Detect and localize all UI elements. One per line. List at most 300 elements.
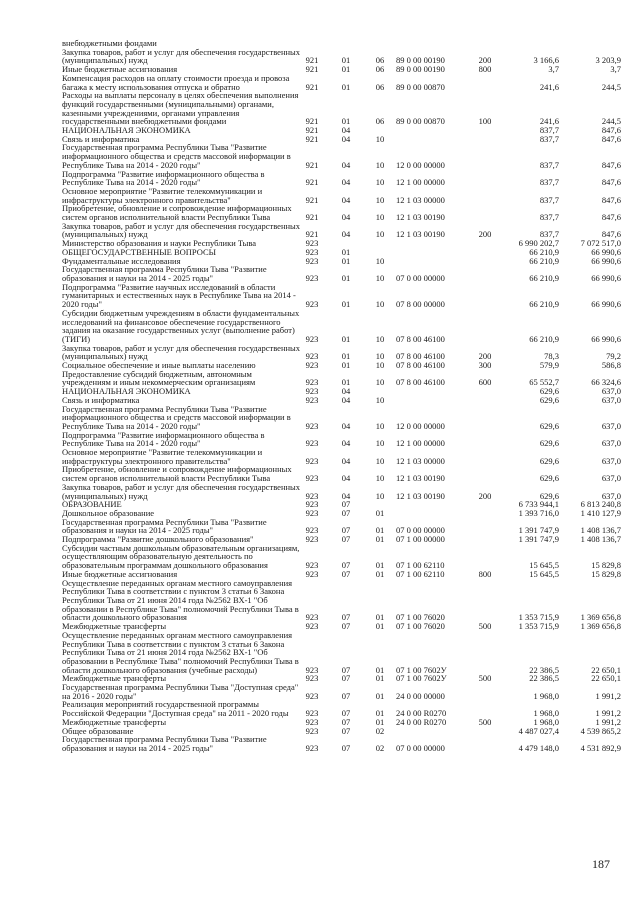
row-description: Фундаментальные исследования [62,255,181,266]
amount-year-2: 637,0 [601,473,621,484]
amount-year-2: 637,0 [601,394,621,405]
amount-year-1: 65 552,7 [529,377,559,388]
amount-year-1: 837,7 [539,229,559,240]
section-code: 01 [341,246,351,257]
section-code: 04 [341,420,351,431]
amount-year-2: 1 410 127,9 [580,507,621,518]
amount-year-2: 847,6 [601,212,621,223]
expense-type-code: 500 [478,673,492,684]
section-code: 04 [341,473,351,484]
section-code: 01 [341,255,351,266]
table-row [61,264,621,283]
amount-year-2: 66 990,6 [591,272,621,283]
amount-year-2: 1 369 656,8 [580,621,621,632]
row-description: Подпрограмма "Развитие информационного общества в Республике Тыва на 2014 - 2020 годы" [62,168,265,188]
amount-year-2: 4 531 892,9 [580,742,621,753]
subsection-code: 10 [375,194,385,205]
subsection-code: 06 [375,116,385,127]
subsection-code: 06 [375,81,385,92]
admin-code: 923 [305,455,319,466]
amount-year-1: 629,6 [539,473,559,484]
table-row [61,142,621,170]
subsection-code: 10 [375,473,385,484]
subsection-code: 10 [375,377,385,388]
table-row [61,220,621,240]
row-description: Межбюджетные трансферты [62,716,167,727]
amount-year-1: 837,7 [539,125,559,136]
subsection-code: 01 [375,690,385,701]
admin-code: 923 [305,664,319,675]
row-description: Государственная программа Республики Тыва "Доступная среда" на 2016 - 2020 годы" [62,682,299,701]
table-row [61,386,621,397]
row-description: Иные бюджетные ассигнования [62,64,178,75]
table-row [61,682,621,701]
section-code: 04 [341,194,351,205]
target-article-code: 12 1 03 00190 [396,212,445,223]
row-description: Государственная программа Республики Тыва "Развитие образования и науки на 2014 - 2025 годы" [62,734,267,753]
target-article-code: 12 1 03 00190 [396,490,445,501]
admin-code: 923 [305,360,319,371]
row-description: Государственная программа Республики Тыва "Развитие образования и науки на 2014 - 2025 годы" [62,264,267,283]
target-article-code: 89 0 00 00190 [396,55,445,66]
row-description: Государственная программа Республики Тыва "Развитие информационного общества и средств массовой информации в Республике Тыва на 2014 - 2020 годы" [62,142,291,170]
amount-year-2: 66 990,6 [591,255,621,266]
table-row [61,429,621,449]
row-description: Дошкольное образование [62,507,155,518]
table-row [61,368,621,388]
section-code: 07 [341,725,351,736]
subsection-code: 01 [375,568,385,579]
section-code: 07 [341,499,351,510]
expense-type-code: 200 [478,351,492,362]
expense-type-code: 200 [478,55,492,66]
amount-year-2: 1 369 656,8 [580,612,621,623]
subsection-code: 01 [375,716,385,727]
row-description: Связь и информатика [62,394,140,405]
section-code: 04 [341,159,351,170]
amount-year-1: 15 645,5 [529,560,559,571]
target-article-code: 07 8 00 46100 [396,377,445,388]
admin-code: 923 [305,386,319,397]
section-code: 07 [341,673,351,684]
row-description: НАЦИОНАЛЬНАЯ ЭКОНОМИКА [62,386,191,397]
subsection-code: 02 [375,725,385,736]
amount-year-1: 66 210,9 [529,255,559,266]
subsection-code: 10 [375,420,385,431]
target-article-code: 12 1 03 00190 [396,229,445,240]
admin-code: 923 [305,272,319,283]
target-article-code: 07 8 00 46100 [396,351,445,362]
amount-year-2: 22 650,1 [591,673,621,684]
admin-code: 923 [305,525,319,536]
section-code: 04 [341,386,351,397]
amount-year-1: 3,7 [548,64,559,75]
amount-year-1: 66 210,9 [529,299,559,310]
amount-year-1: 629,6 [539,490,559,501]
section-code: 04 [341,438,351,449]
table-row [61,307,621,344]
expense-type-code: 100 [478,116,492,127]
target-article-code: 24 0 00 00000 [396,690,445,701]
subsection-code: 10 [375,212,385,223]
table-row [61,90,621,127]
amount-year-1: 78,3 [544,351,559,362]
table-row [61,46,621,66]
subsection-code: 01 [375,664,385,675]
admin-code: 921 [305,116,319,127]
amount-year-2: 244,5 [601,116,621,127]
admin-code: 923 [305,394,319,405]
row-description: Осуществление переданных органам местного самоуправления Республики Тыва в соответствии с пунктом 3 статьи 6 Закона Республики Тыва от 21 июня 2014 года №2562 ВХ-1 "Об образовании в Республике Тыва" полномочий Республики Тыва в области дошкольного образования [62,577,299,623]
section-code: 04 [341,212,351,223]
amount-year-2: 4 539 865,2 [580,725,621,736]
table-row [61,481,621,501]
amount-year-2: 637,0 [601,455,621,466]
admin-code: 921 [305,55,319,66]
amount-year-1: 1 353 715,9 [518,621,559,632]
admin-code: 921 [305,194,319,205]
amount-year-1: 66 210,9 [529,272,559,283]
target-article-code: 12 1 00 00000 [396,177,445,188]
target-article-code: 07 1 00 7602У [396,673,447,684]
table-row [61,281,621,310]
target-article-code: 07 8 00 00000 [396,299,445,310]
amount-year-1: 629,6 [539,420,559,431]
table-row [61,464,621,484]
target-article-code: 24 0 00 R0270 [396,708,447,719]
target-article-code: 07 0 00 00000 [396,272,445,283]
section-code: 01 [341,333,351,344]
amount-year-2: 1 408 136,7 [580,525,621,536]
section-code: 07 [341,621,351,632]
admin-code: 921 [305,229,319,240]
subsection-code: 10 [375,455,385,466]
admin-code: 923 [305,333,319,344]
target-article-code: 07 1 00 7602У [396,664,447,675]
admin-code: 923 [305,499,319,510]
table-row [61,403,621,431]
target-article-code: 12 1 03 00190 [396,473,445,484]
subsection-code: 10 [375,351,385,362]
amount-year-1: 241,6 [539,81,559,92]
amount-year-2: 244,5 [601,81,621,92]
subsection-code: 01 [375,534,385,545]
row-description: Закупка товаров, работ и услуг для обеспечения государственных (муниципальных) нужд [62,46,301,66]
row-description: Подпрограмма "Развитие информационного общества в Республике Тыва на 2014 - 2020 годы" [62,429,265,449]
amount-year-2: 22 650,1 [591,664,621,675]
admin-code: 923 [305,473,319,484]
table-row [61,447,621,466]
target-article-code: 12 0 00 00000 [396,420,445,431]
subsection-code: 10 [375,360,385,371]
admin-code: 921 [305,212,319,223]
admin-code: 923 [305,708,319,719]
row-description: Общее образование [62,725,134,736]
admin-code: 923 [305,490,319,501]
expense-type-code: 800 [478,64,492,75]
amount-year-2: 637,0 [601,386,621,397]
table-row [61,542,621,571]
admin-code: 923 [305,560,319,571]
budget-table [61,38,621,753]
section-code: 01 [341,116,351,127]
row-description: Основное мероприятие "Развитие телекоммуникации и инфраструктуры электронного правительства" [62,447,263,466]
subsection-code: 01 [375,708,385,719]
admin-code: 923 [305,673,319,684]
admin-code: 923 [305,255,319,266]
subsection-code: 10 [375,490,385,501]
subsection-code: 10 [375,333,385,344]
table-row [61,203,621,223]
section-code: 01 [341,360,351,371]
admin-code: 923 [305,568,319,579]
subsection-code: 10 [375,438,385,449]
section-code: 07 [341,507,351,518]
subsection-code: 10 [375,272,385,283]
section-code: 04 [341,177,351,188]
expense-type-code: 500 [478,716,492,727]
amount-year-1: 629,6 [539,394,559,405]
admin-code: 921 [305,64,319,75]
amount-year-2: 847,6 [601,125,621,136]
row-description: Государственная программа Республики Тыва "Развитие образования и науки на 2014 - 2025 годы" [62,516,267,536]
admin-code: 921 [305,177,319,188]
section-code: 01 [341,272,351,283]
target-article-code: 07 1 00 00000 [396,534,445,545]
target-article-code: 12 1 03 00000 [396,455,445,466]
row-description: Межбюджетные трансферты [62,673,167,684]
amount-year-2: 66 990,6 [591,333,621,344]
section-code: 01 [341,377,351,388]
subsection-code: 10 [375,299,385,310]
target-article-code: 12 1 03 00000 [396,194,445,205]
amount-year-2: 15 829,8 [591,560,621,571]
row-description: внебюджетными фондами [62,38,157,48]
amount-year-1: 6 990 202,7 [518,238,559,249]
amount-year-1: 22 386,5 [529,673,559,684]
amount-year-2: 66 990,6 [591,246,621,257]
amount-year-2: 847,6 [601,194,621,205]
amount-year-1: 1 968,0 [533,690,559,701]
amount-year-1: 579,9 [539,360,559,371]
amount-year-1: 1 968,0 [533,716,559,727]
row-description: ОБЩЕГОСУДАРСТВЕННЫЕ ВОПРОСЫ [62,246,217,257]
row-description: Реализация мероприятий государственной программы Российской Федерации "Доступная среда" на 2011 - 2020 годы [62,699,289,719]
admin-code: 923 [305,246,319,257]
row-description: Закупка товаров, работ и услуг для обеспечения государственных (муниципальных) нужд [62,481,301,501]
expense-type-code: 800 [478,568,492,579]
row-description: Межбюджетные трансферты [62,621,167,632]
amount-year-1: 629,6 [539,438,559,449]
amount-year-2: 3,7 [610,64,621,75]
section-code: 07 [341,716,351,727]
amount-year-2: 66 324,6 [591,377,621,388]
amount-year-1: 66 210,9 [529,246,559,257]
amount-year-1: 1 391 747,9 [518,534,559,545]
amount-year-1: 3 166,6 [533,55,559,66]
target-article-code: 07 1 00 76020 [396,621,445,632]
admin-code: 923 [305,507,319,518]
admin-code: 921 [305,133,319,144]
section-code: 07 [341,708,351,719]
target-article-code: 07 8 00 46100 [396,333,445,344]
subsection-code: 10 [375,394,385,405]
target-article-code: 12 1 00 00000 [396,438,445,449]
section-code: 07 [341,560,351,571]
amount-year-2: 847,6 [601,159,621,170]
admin-code: 923 [305,725,319,736]
amount-year-1: 837,7 [539,133,559,144]
subsection-code: 01 [375,621,385,632]
amount-year-2: 1 991,2 [595,716,621,727]
target-article-code: 07 1 00 62110 [396,560,445,571]
admin-code: 923 [305,534,319,545]
subsection-code: 01 [375,673,385,684]
subsection-code: 01 [375,507,385,518]
subsection-code: 06 [375,64,385,75]
admin-code: 923 [305,742,319,753]
amount-year-1: 4 487 027,4 [518,725,559,736]
target-article-code: 07 0 00 00000 [396,525,445,536]
amount-year-2: 79,2 [606,351,621,362]
row-description: Закупка товаров, работ и услуг для обеспечения государственных (муниципальных) нужд [62,220,301,240]
row-description: Закупка товаров, работ и услуг для обеспечения государственных (муниципальных) нужд [62,342,301,362]
admin-code: 921 [305,159,319,170]
row-description: Расходы на выплаты персоналу в целях обеспечения выполнения функций государственными (муниципальными) органами, казенными учреждениями, органами управления государственными внебюджетными фондами [62,90,299,127]
amount-year-2: 7 072 517,0 [580,238,621,249]
expense-type-code: 200 [478,490,492,501]
admin-code: 923 [305,716,319,727]
row-description: ОБРАЗОВАНИЕ [62,499,122,510]
admin-code: 923 [305,351,319,362]
amount-year-1: 66 210,9 [529,333,559,344]
target-article-code: 12 0 00 00000 [396,159,445,170]
row-description: Субсидии бюджетным учреждениям в области фундаментальных исследований на финансовое обеспечение государственного задания на оказание государственных услуг (выполнение работ) (ТИГИ) [62,307,300,344]
admin-code: 921 [305,125,319,136]
amount-year-1: 22 386,5 [529,664,559,675]
row-description: Компенсация расходов на оплату стоимости проезда и провоза багажа к месту использования отпуска и обратно [62,72,290,92]
table-row [61,72,621,92]
table-row [61,342,621,362]
section-code: 07 [341,664,351,675]
amount-year-1: 837,7 [539,194,559,205]
section-code: 04 [341,394,351,405]
amount-year-2: 847,6 [601,177,621,188]
amount-year-2: 637,0 [601,438,621,449]
subsection-code: 01 [375,612,385,623]
section-code: 07 [341,534,351,545]
subsection-code: 10 [375,133,385,144]
table-row [61,168,621,188]
admin-code: 923 [305,299,319,310]
expense-type-code: 200 [478,229,492,240]
table-row [61,734,621,753]
expense-type-code: 300 [478,360,492,371]
subsection-code: 10 [375,255,385,266]
section-code: 07 [341,525,351,536]
row-description: Иные бюджетные ассигнования [62,568,178,579]
amount-year-1: 837,7 [539,159,559,170]
subsection-code: 06 [375,55,385,66]
amount-year-1: 15 645,5 [529,568,559,579]
table-row [61,516,621,536]
section-code: 04 [341,229,351,240]
amount-year-1: 629,6 [539,386,559,397]
section-code: 04 [341,490,351,501]
amount-year-1: 241,6 [539,116,559,127]
subsection-code: 01 [375,560,385,571]
amount-year-1: 837,7 [539,177,559,188]
amount-year-2: 1 408 136,7 [580,534,621,545]
table-row [61,185,621,205]
amount-year-2: 6 813 240,8 [580,499,621,510]
subsection-code: 10 [375,229,385,240]
admin-code: 923 [305,377,319,388]
section-code: 07 [341,690,351,701]
subsection-code: 01 [375,525,385,536]
row-description: Социальное обеспечение и иные выплаты населению [62,360,256,371]
section-code: 01 [341,64,351,75]
section-code: 07 [341,742,351,753]
row-description: Министерство образования и науки Республики Тыва [62,238,257,249]
target-article-code: 07 1 00 76020 [396,612,445,623]
section-code: 04 [341,125,351,136]
row-description: НАЦИОНАЛЬНАЯ ЭКОНОМИКА [62,125,191,136]
section-code: 01 [341,55,351,66]
target-article-code: 89 0 00 00190 [396,64,445,75]
row-description: Осуществление переданных органам местного самоуправления Республики Тыва в соответствии с пунктом 3 статьи 6 Закона Республики Тыва от 21 июня 2014 года №2562 ВХ-1 "Об образовании в Республике Тыва" полномочий Республики Тыва в области дошкольного образования (учебные расходы) [62,629,299,675]
table-row [61,125,621,136]
section-code: 01 [341,351,351,362]
subsection-code: 10 [375,177,385,188]
expense-type-code: 600 [478,377,492,388]
admin-code: 921 [305,81,319,92]
admin-code: 923 [305,690,319,701]
row-description: Приобретение, обновление и сопровождение информационных систем органов исполнительной власти Республики Тыва [62,464,292,484]
amount-year-1: 1 391 747,9 [518,525,559,536]
amount-year-1: 629,6 [539,455,559,466]
section-code: 01 [341,81,351,92]
row-description: Подпрограмма "Развитие научных исследований в области гуманитарных и естественных наук в Республике Тыва на 2014 - 2020 годы" [62,281,296,310]
subsection-code: 02 [375,742,385,753]
table-row [61,629,621,675]
admin-code: 923 [305,420,319,431]
target-article-code: 89 0 00 00870 [396,81,445,92]
admin-code: 923 [305,438,319,449]
amount-year-1: 837,7 [539,212,559,223]
amount-year-2: 637,0 [601,420,621,431]
amount-year-1: 1 393 716,0 [518,507,559,518]
amount-year-2: 847,6 [601,133,621,144]
row-description: Государственная программа Республики Тыва "Развитие информационного общества и средств массовой информации в Республике Тыва на 2014 - 2020 годы" [62,403,291,431]
table-row [61,699,621,719]
amount-year-2: 1 991,2 [595,708,621,719]
target-article-code: 24 0 00 R0270 [396,716,447,727]
expense-type-code: 500 [478,621,492,632]
target-article-code: 89 0 00 00870 [396,116,445,127]
section-code: 07 [341,568,351,579]
section-code: 04 [341,455,351,466]
admin-code: 923 [305,621,319,632]
row-description: Основное мероприятие "Развитие телекоммуникации и инфраструктуры электронного правительства" [62,185,263,205]
row-description: Приобретение, обновление и сопровождение информационных систем органов исполнительной власти Республики Тыва [62,203,292,223]
amount-year-2: 586,8 [601,360,621,371]
amount-year-1: 1 968,0 [533,708,559,719]
section-code: 07 [341,612,351,623]
target-article-code: 07 0 00 00000 [396,742,445,753]
amount-year-2: 847,6 [601,229,621,240]
row-description: Предоставление субсидий бюджетным, автономным учреждениям и иным некоммерческим организациям [62,368,256,388]
